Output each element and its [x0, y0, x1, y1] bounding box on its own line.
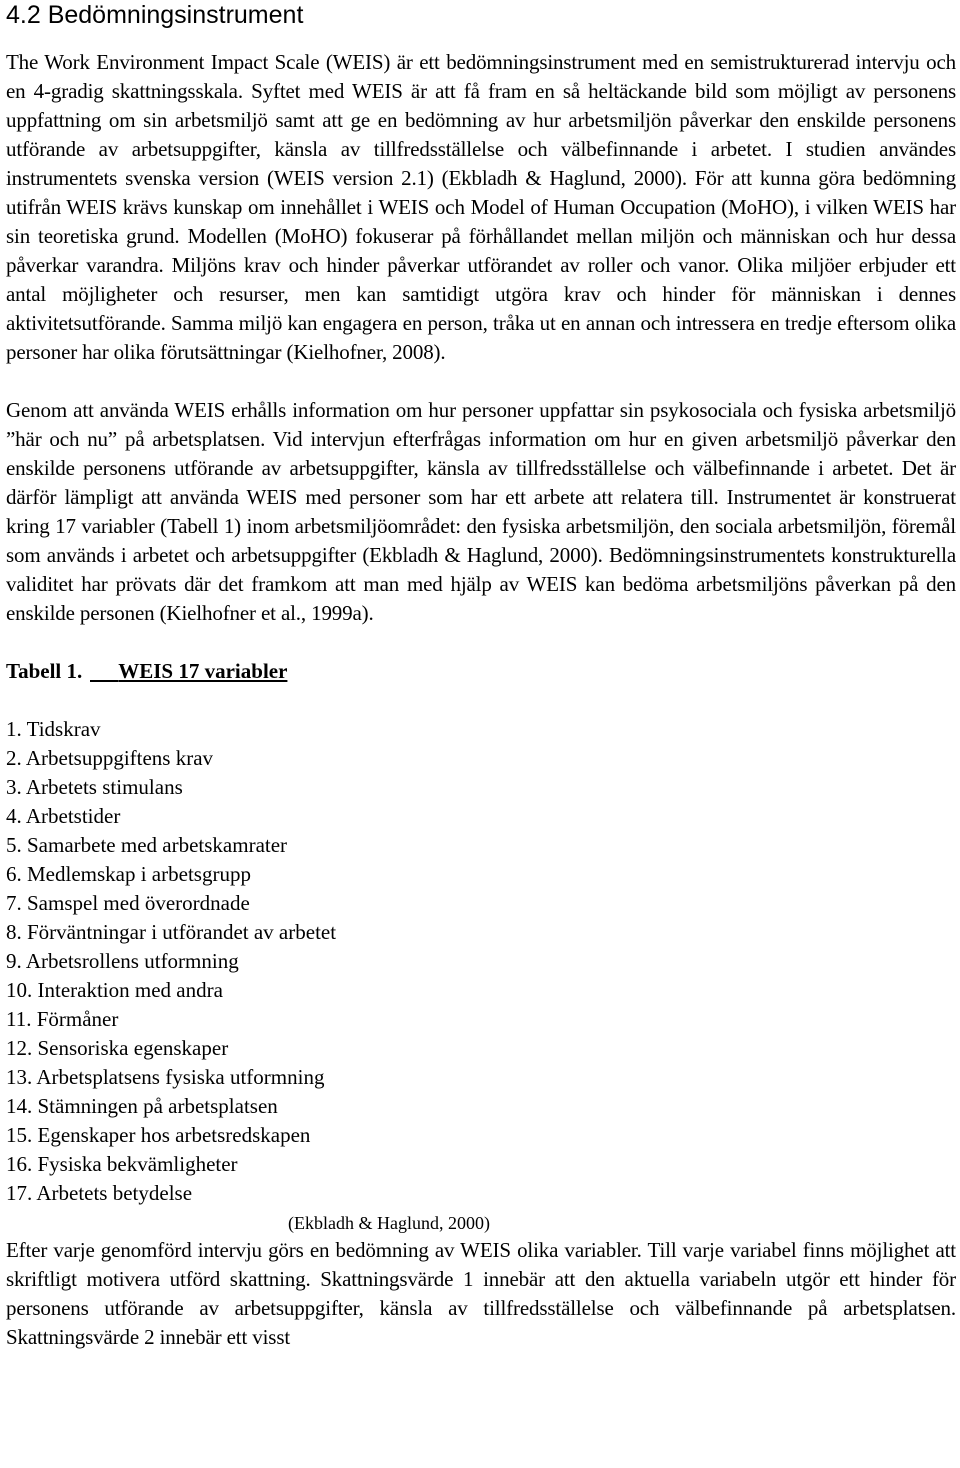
list-item: 11. Förmåner [6, 1007, 119, 1031]
list-item: 5. Samarbete med arbetskamrater [6, 833, 288, 857]
list-item: 1. Tidskrav [6, 717, 101, 741]
list-item: 13. Arbetsplatsens fysiska utformning [6, 1065, 325, 1089]
table-caption-name: WEIS 17 variabler [118, 659, 288, 683]
variable-list [6, 715, 956, 1208]
table-caption-label: Tabell 1. [6, 659, 83, 683]
list-item: 4. Arbetstider [6, 804, 121, 828]
list-item: 3. Arbetets stimulans [6, 775, 183, 799]
caption-underline-gap [90, 680, 118, 682]
list-item: 17. Arbetets betydelse [6, 1181, 193, 1205]
list-item: 14. Stämningen på arbetsplatsen [6, 1094, 278, 1118]
table-caption [6, 657, 956, 686]
list-item: 8. Förväntningar i utförandet av arbetet [6, 920, 337, 944]
list-item: 7. Samspel med överordnade [6, 891, 250, 915]
list-item: 9. Arbetsrollens utformning [6, 949, 239, 973]
document-page [6, 0, 956, 1352]
list-item: 16. Fysiska bekvämligheter [6, 1152, 238, 1176]
section-heading: 4.2 Bedömningsinstrument [6, 1, 304, 29]
table-source-citation: (Ekbladh & Haglund, 2000) [288, 1213, 490, 1233]
paragraph-usage: Genom att använda WEIS erhålls information om hur personer uppfattar sin psykosociala och fysiska arbetsmiljö ”här och nu” på arbetsplatsen. Vid intervjun efterfrågas information om hur en given arbetsmiljö påverkar den enskilde personens utförande av arbetsuppgifter, känsla av tillfredsställelse och välbefinnande i arbetet. Det är därför lämpligt att använda WEIS med personer som har ett arbete att relatera till. Instrumentet är konstruerat kring 17 variabler (Tabell 1) inom arbetsmiljöområdet: den fysiska arbetsmiljön, den sociala arbetsmiljön, föremål som används i arbetet och arbetsuppgifter (Ekbladh & Haglund, 2000). Bedömningsinstrumentets konstrukturella validitet har prövats där det framkom att man med hjälp av WEIS kan bedöma arbetsmiljöns påverkan på den enskilde personen (Kielhofner et al., 1999a). [6, 398, 956, 625]
paragraph-intro: The Work Environment Impact Scale (WEIS) är ett bedömningsinstrument med en semistrukturerad intervju och en 4-gradig skattningsskala. Syftet med WEIS är att få fram en så heltäckande bild som möjligt av personens uppfattning om sin arbetsmiljö samt att ge en bedömning av hur arbetsmiljön påverkar den enskilde personens utförande av arbetsuppgifter, känsla av tillfredsställelse och välbefinnande i arbetet. I studien användes instrumentets svenska version (WEIS version 2.1) (Ekbladh & Haglund, 2000). För att kunna göra bedömning utifrån WEIS krävs kunskap om innehållet i WEIS och Model of Human Occupation (MoHO), i vilken WEIS har sin teoretiska grund. Modellen (MoHO) fokuserar på förhållandet mellan miljön och människan och hur dessa påverkar varandra. Miljöns krav och hinder påverkar utförandet av roller och vanor. Olika miljöer erbjuder ett antal möjligheter och resurser, men kan samtidigt utgöra krav och hinder för människan i dennes aktivitetsutförande. Samma miljö kan engagera en person, tråka ut en annan och intressera en tredje eftersom olika personer har olika förutsättningar (Kielhofner, 2008). [6, 50, 956, 364]
paragraph-rating: Efter varje genomförd intervju görs en bedömning av WEIS olika variabler. Till varje variabel finns möjlighet att skriftligt motivera utförd skattning. Skattningsvärde 1 innebär att den aktuella variabeln utgör ett hinder för personens utförande av arbetsuppgifter, känsla av tillfredsställelse och välbefinnande på arbetsplatsen. Skattningsvärde 2 innebär ett visst [6, 1238, 956, 1349]
list-item: 12. Sensoriska egenskaper [6, 1036, 229, 1060]
list-item: 2. Arbetsuppgiftens krav [6, 746, 214, 770]
list-item: 6. Medlemskap i arbetsgrupp [6, 862, 251, 886]
list-item: 15. Egenskaper hos arbetsredskapen [6, 1123, 311, 1147]
list-item: 10. Interaktion med andra [6, 978, 223, 1002]
